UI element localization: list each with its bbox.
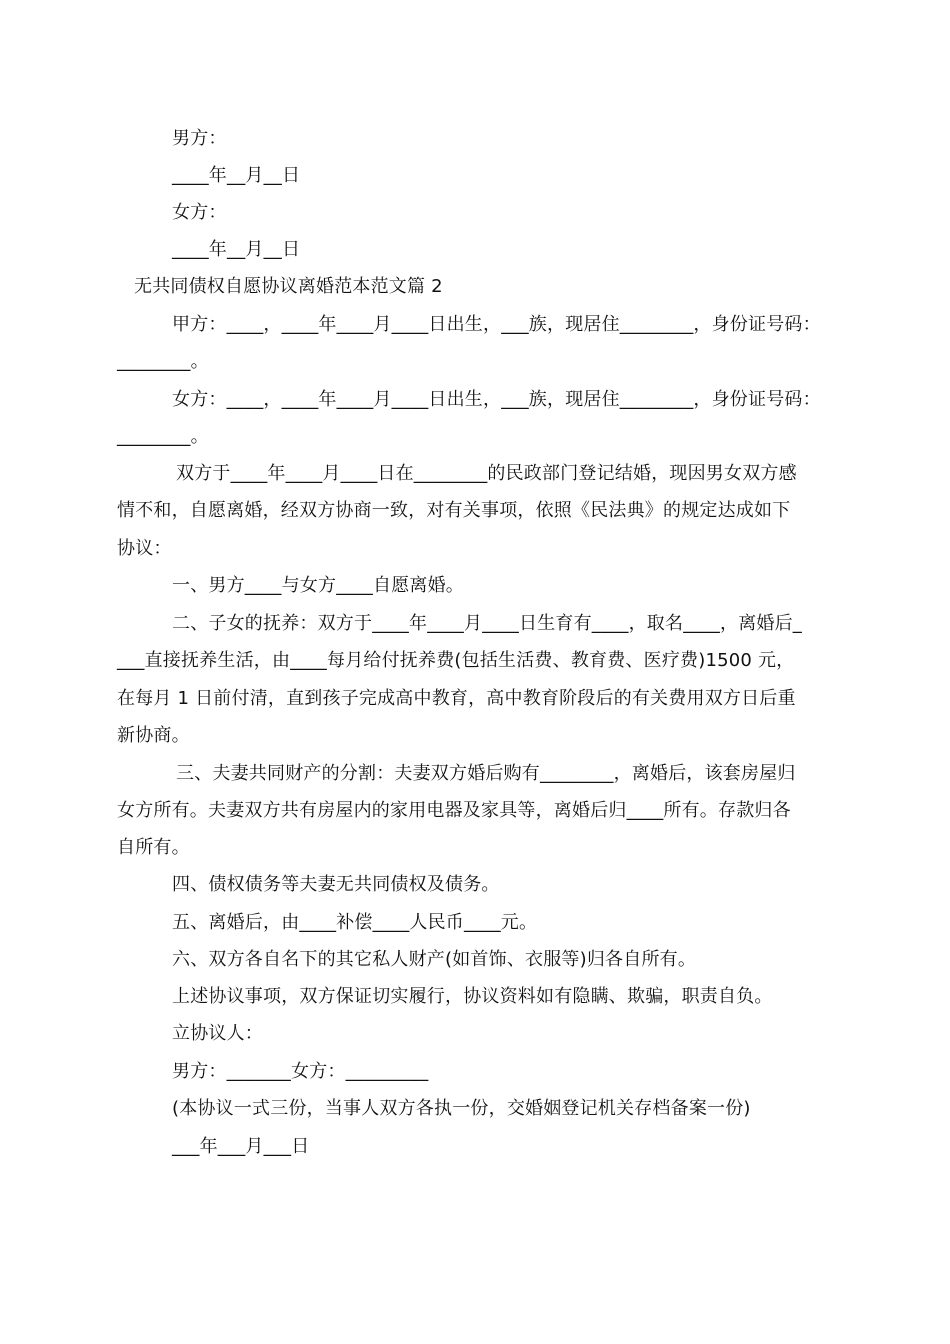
clause-3-line-1: 三、夫妻共同财产的分割：夫妻双方婚后购有________，离婚后，该套房屋归 — [176, 763, 796, 784]
article-heading: 无共同债权自愿协议离婚范本范文篇 2 — [134, 276, 443, 297]
party-a-line-2: ________。 — [117, 351, 209, 372]
clause-3-line-2: 女方所有。夫妻双方共有房屋内的家用电器及家具等，离婚后归____所有。存款归各 — [117, 800, 791, 821]
signatory-label: 立协议人： — [172, 1023, 263, 1044]
female-line-1: 女方：____，____年____月____日出生，___族，现居住________，身份证号码： — [172, 389, 821, 410]
clause-3-line-3: 自所有。 — [117, 837, 190, 858]
date-top-2: ____年__月__日 — [172, 239, 301, 260]
clause-5: 五、离婚后，由____补偿____人民币____元。 — [172, 912, 538, 933]
intro-line-3: 协议： — [117, 538, 172, 559]
intro-line-1: 双方于____年____月____日在________的民政部门登记结婚，现因男女双方感 — [176, 463, 797, 484]
female-line-2: ________。 — [117, 426, 209, 447]
clause-2-line-2: ___直接抚养生活，由____每月给付抚养费(包括生活费、教育费、医疗费)1500 元， — [117, 650, 795, 671]
copies-note: (本协议一式三份，当事人双方各执一份，交婚姻登记机关存档备案一份) — [172, 1098, 751, 1119]
intro-line-2: 情不和，自愿离婚，经双方协商一致，对有关事项，依照《民法典》的规定达成如下 — [117, 500, 791, 521]
date-top-1: ____年__月__日 — [172, 165, 301, 186]
guarantee: 上述协议事项，双方保证切实履行，协议资料如有隐瞒、欺骗，职责自负。 — [172, 986, 773, 1007]
party-a-line-1: 甲方：____，____年____月____日出生，___族，现居住________，身份证号码： — [172, 314, 821, 335]
date-bottom: ___年___月___日 — [172, 1136, 310, 1157]
male-label-top: 男方： — [172, 128, 227, 149]
female-label-top: 女方： — [172, 202, 227, 223]
clause-6: 六、双方各自名下的其它私人财产(如首饰、衣服等)归各自所有。 — [172, 949, 697, 970]
clause-2-line-4: 新协商。 — [117, 725, 190, 746]
clause-2-line-3: 在每月 1 日前付清，直到孩子完成高中教育，高中教育阶段后的有关费用双方日后重 — [117, 688, 796, 709]
clause-2-line-1: 二、子女的抚养：双方于____年____月____日生育有____，取名____，离婚后_ — [172, 613, 802, 634]
signature-line: 男方：_______女方：_________ — [172, 1061, 429, 1082]
clause-4: 四、债权债务等夫妻无共同债权及债务。 — [172, 874, 500, 895]
clause-1: 一、男方____与女方____自愿离婚。 — [172, 575, 464, 596]
